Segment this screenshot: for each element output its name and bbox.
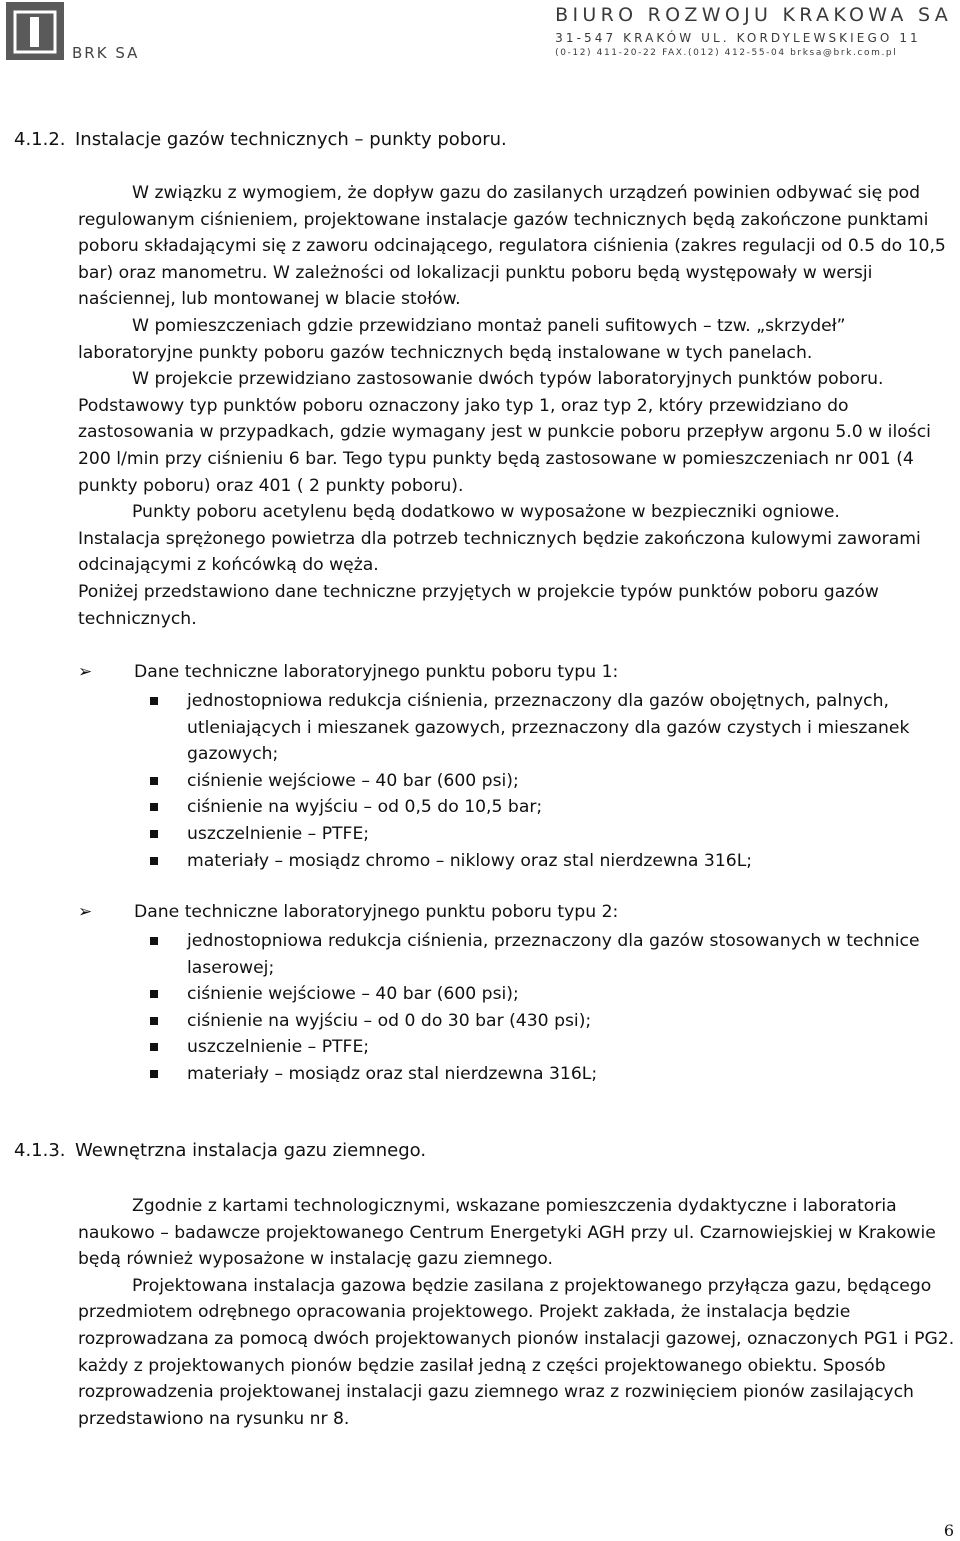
list-item: ciśnienie na wyjściu – od 0 do 30 bar (430 psi);: [150, 1008, 958, 1035]
section-number: 4.1.3.: [14, 1140, 66, 1161]
logo-mark-icon: [6, 2, 64, 60]
company-header: [555, 4, 952, 58]
list-title-text: Dane techniczne laboratoryjnego punktu poboru typu 2:: [134, 902, 619, 922]
company-name: BIURO ROZWOJU KRAKOWA SA: [555, 4, 952, 26]
list-item: jednostopniowa redukcja ciśnienia, przeznaczony dla gazów obojętnych, palnych, utleniających i mieszanek gazowych, przeznaczony dla gazów czystych i mieszanek gazowych;: [150, 688, 958, 768]
list-item: uszczelnienie – PTFE;: [150, 1034, 958, 1061]
list-item: ciśnienie na wyjściu – od 0,5 do 10,5 bar;: [150, 794, 958, 821]
square-bullet-icon: [150, 937, 158, 945]
list-item: materiały – mosiądz oraz stal nierdzewna 316L;: [150, 1061, 958, 1088]
square-bullet-icon: [150, 697, 158, 705]
paragraph: W projekcie przewidziano zastosowanie dwóch typów laboratoryjnych punktów poboru. Podstawowy typ punktów poboru oznaczony jako typ 1, oraz typ 2, który przewidziano do zastosowania w przypadkach, gdzie wymagany jest w punkcie poboru przepływ argonu 5.0 w ilości 200 l/min przy ciśnieniu 6 bar. Tego typu punkty będą zastosowane w pomieszczeniach nr 001 (4 punkty poboru) oraz 401 ( 2 punkty poboru).: [78, 369, 931, 496]
list-item: uszczelnienie – PTFE;: [150, 821, 958, 848]
logo-text: BRK SA: [72, 44, 140, 62]
bullet-list-type-2: [150, 928, 958, 1088]
list-item: ciśnienie wejściowe – 40 bar (600 psi);: [150, 768, 958, 795]
list-item: ciśnienie wejściowe – 40 bar (600 psi);: [150, 981, 958, 1008]
section-heading-4-1-2: [14, 129, 507, 150]
paragraph: Instalacja sprężonego powietrza dla potrzeb technicznych będzie zakończona kulowymi zaworami odcinającymi z końcówką do węża.: [78, 528, 921, 576]
square-bullet-icon: [150, 857, 158, 865]
section-body-4-1-3: [78, 1193, 958, 1432]
square-bullet-icon: [150, 803, 158, 811]
section-body-4-1-2: [78, 180, 958, 632]
square-bullet-icon: [150, 990, 158, 998]
page-number: 6: [943, 1521, 954, 1540]
list-item: materiały – mosiądz chromo – niklowy oraz stal nierdzewna 316L;: [150, 848, 958, 875]
section-title: Instalacje gazów technicznych – punkty poboru.: [75, 129, 507, 150]
bullet-list-type-1: [150, 688, 958, 874]
logo-mark: [6, 2, 64, 60]
list-title-text: Dane techniczne laboratoryjnego punktu poboru typu 1:: [134, 662, 619, 682]
square-bullet-icon: [150, 777, 158, 785]
paragraph: Poniżej przedstawiono dane techniczne przyjętych w projekcie typów punktów poboru gazów technicznych.: [78, 581, 879, 629]
paragraph: Projektowana instalacja gazowa będzie zasilana z projektowanego przyłącza gazu, będącego przedmiotem odrębnego opracowania projektowego. Projekt zakłada, że instalacja będzie rozprowadzana za pomocą dwóch projektowanych pionów instalacji gazowej, oznaczonych PG1 i PG2. każdy z projektowanych pionów będzie zasilał jedną z części projektowanego obiektu. Sposób rozprowadzenia projektowanej instalacji gazu ziemnego wraz z rozwinięciem pionów zasilających przedstawiono na rysunku nr 8.: [78, 1275, 955, 1429]
list-item: jednostopniowa redukcja ciśnienia, przeznaczony dla gazów stosowanych w technice laserowej;: [150, 928, 958, 981]
paragraph: W związku z wymogiem, że dopływ gazu do zasilanych urządzeń powinien odbywać się pod regulowanym ciśnieniem, projektowane instalacje gazów technicznych będą zakończone punktami poboru składającymi się z zaworu odcinającego, regulatora ciśnienia (zakres regulacji od 0.5 do 10,5 bar) oraz manometru. W zależności od lokalizacji punktu poboru będą występowały w wersji naściennej, lub montowanej w blacie stołów.: [78, 183, 946, 310]
square-bullet-icon: [150, 1017, 158, 1025]
square-bullet-icon: [150, 1070, 158, 1078]
square-bullet-icon: [150, 830, 158, 838]
paragraph: W pomieszczeniach gdzie przewidziano montaż paneli sufitowych – tzw. „skrzydeł” laboratoryjne punkty poboru gazów technicznych będą instalowane w tych panelach.: [78, 315, 846, 363]
arrow-bullet-icon: ➢: [78, 662, 93, 682]
arrow-bullet-icon: ➢: [78, 902, 93, 922]
section-heading-4-1-3: [14, 1140, 426, 1161]
paragraph: Punkty poboru acetylenu będą dodatkowo w wyposażone w bezpieczniki ogniowe.: [132, 502, 840, 523]
section-title: Wewnętrzna instalacja gazu ziemnego.: [75, 1140, 427, 1161]
square-bullet-icon: [150, 1043, 158, 1051]
company-address: 31-547 KRAKÓW UL. KORDYLEWSKIEGO 11: [555, 31, 921, 45]
section-number: 4.1.2.: [14, 129, 66, 150]
paragraph: Zgodnie z kartami technologicznymi, wskazane pomieszczenia dydaktyczne i laboratoria naukowo – badawcze projektowanego Centrum Energetyki AGH przy ul. Czarnowiejskiej w Krakowie będą również wyposażone w instalację gazu ziemnego.: [78, 1196, 936, 1270]
company-contact: (0-12) 411-20-22 FAX.(012) 412-55-04 brksa@brk.com.pl: [555, 48, 898, 58]
